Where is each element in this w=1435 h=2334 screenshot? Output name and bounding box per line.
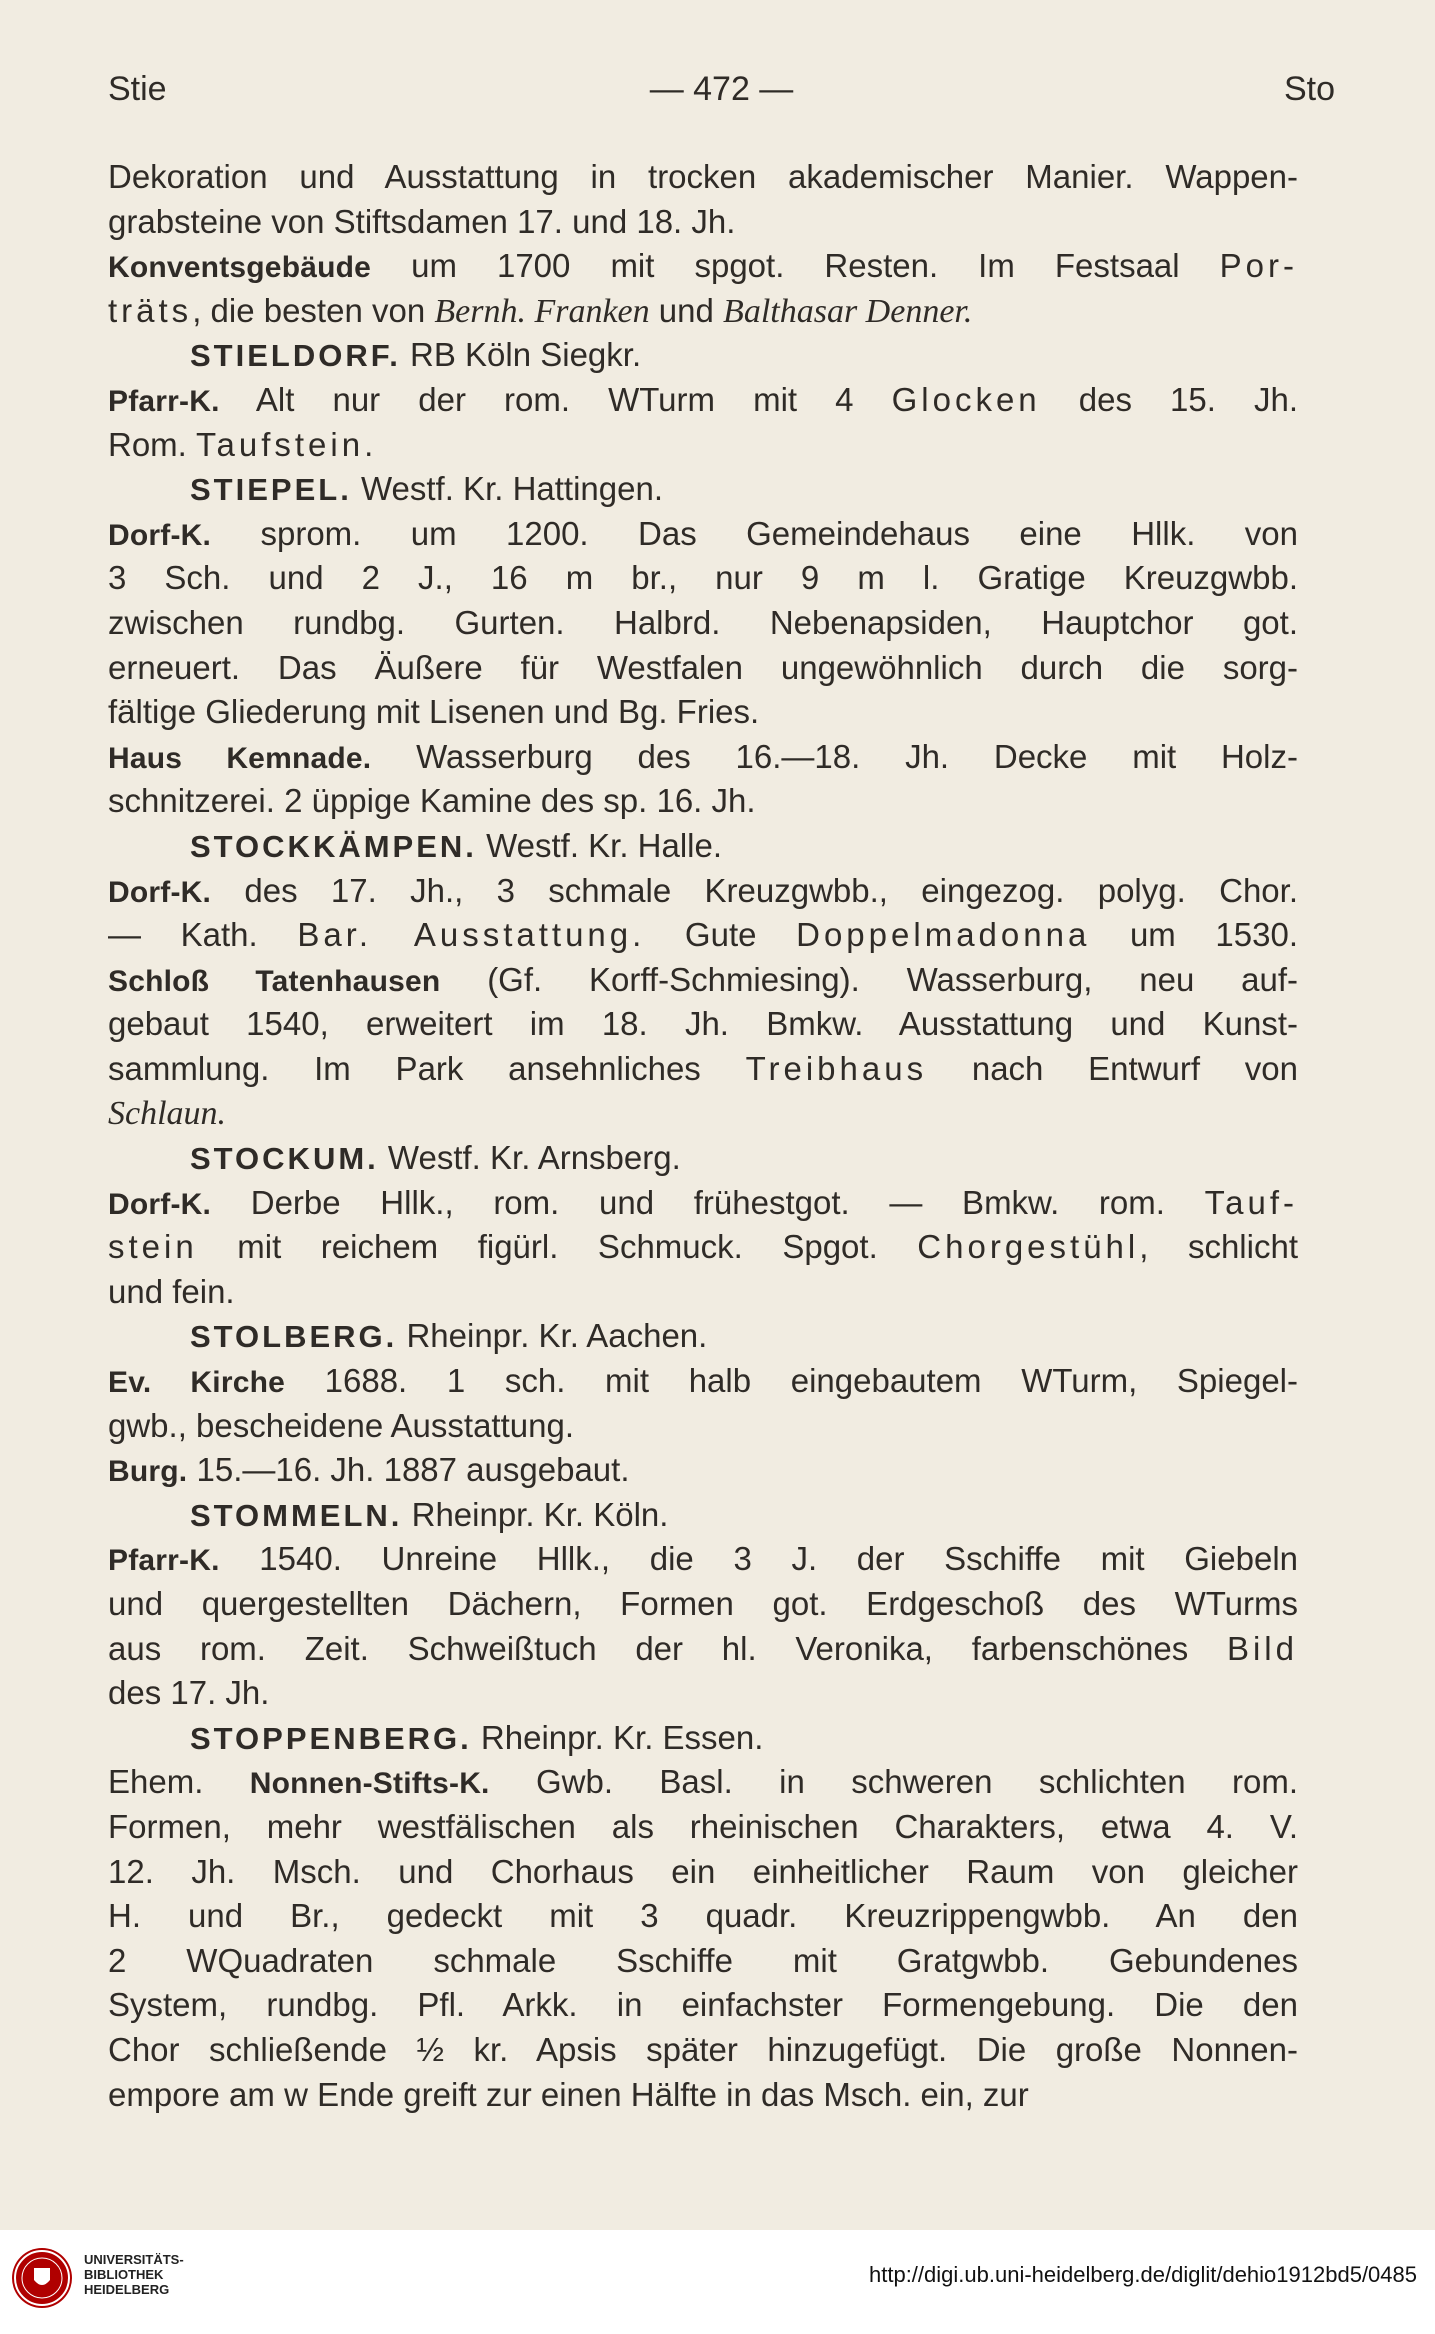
text-span: Gute [645, 916, 797, 954]
text-span: Rheinpr. Kr. Essen. [471, 1718, 764, 1756]
text-span: und fein. [108, 1272, 235, 1310]
text-line [108, 1805, 1298, 1850]
text-span: Chor schließende ½ kr. Apsis später hinzugefügt. Die große Nonnen- [108, 2030, 1298, 2068]
text-span: Formen, mehr westfälischen als rheinischen Charakters, etwa 4. V. [108, 1807, 1298, 1845]
entry-keyword: Konventsgebäude [108, 251, 372, 285]
text-span: Taufstein. [196, 425, 378, 463]
text-span: um 1530. [1090, 916, 1298, 954]
place-heading: STOPPENBERG. [190, 1720, 472, 1756]
text-span: Tauf- [1204, 1183, 1298, 1221]
text-line [108, 1270, 1298, 1315]
text-span: H. und Br., gedeckt mit 3 quadr. Kreuzrippengwbb. An den [108, 1897, 1298, 1935]
artist-name: Balthasar Denner. [723, 292, 973, 330]
text-span: 12. Jh. Msch. und Chorhaus ein einheitlicher Raum von gleicher [108, 1852, 1298, 1890]
text-line [108, 1627, 1298, 1672]
text-span: Dekoration und Ausstattung in trocken akademischer Manier. Wappen- [108, 158, 1298, 195]
text-line [108, 1002, 1298, 1047]
text-line [108, 1091, 1298, 1136]
text-span: Ehem. [108, 1763, 250, 1801]
text-line [108, 824, 1298, 869]
text-span: fältige Gliederung mit Lisenen und Bg. Fries. [108, 693, 760, 731]
text-line [108, 1850, 1298, 1895]
entry-keyword: Haus Kemnade. [108, 741, 372, 775]
text-line [108, 333, 1298, 378]
text-line [108, 601, 1298, 646]
text-span: zwischen rundbg. Gurten. Halbrd. Nebenapsiden, Hauptchor got. [108, 603, 1298, 641]
text-span: Doppelmadonna [796, 916, 1091, 954]
text-span: des 17. Jh., 3 schmale Kreuzgwbb., eingezog. polyg. Chor. [211, 871, 1298, 909]
text-span: und quergestellten Dächern, Formen got. Erdgeschoß des WTurms [108, 1585, 1298, 1622]
text-span: Rheinpr. Kr. Köln. [402, 1495, 669, 1533]
text-span: träts [108, 291, 193, 329]
text-span: grabsteine von Stiftsdamen 17. und 18. Jh. [108, 202, 736, 240]
text-line [108, 1314, 1298, 1359]
text-line [108, 913, 1298, 958]
text-line [108, 1136, 1298, 1181]
text-span: sammlung. Im Park ansehnliches [108, 1049, 746, 1087]
text-line [108, 1225, 1298, 1270]
text-span: , die besten von [192, 291, 435, 329]
text-line [108, 1894, 1298, 1939]
text-span: RB Köln Siegkr. [400, 336, 642, 374]
text-line [108, 1404, 1298, 1449]
text-line [108, 1448, 1298, 1493]
text-span: Por- [1219, 247, 1298, 285]
footer-bar [0, 2230, 1435, 2334]
source-url-link[interactable]: http://digi.ub.uni-heidelberg.de/diglit/dehio1912bd5/0485 [869, 2262, 1417, 2287]
library-line: BIBLIOTHEK [84, 2267, 164, 2282]
text-span: 3 Sch. und 2 J., 16 m br., nur 9 m l. Gratige Kreuzgwbb. [108, 559, 1298, 597]
entry-keyword: Dorf-K. [108, 1187, 212, 1221]
text-span: des 15. Jh. [1040, 380, 1298, 418]
entry-keyword: Schloß Tatenhausen [108, 964, 441, 998]
text-span: Bild [1226, 1629, 1298, 1667]
text-span: System, rundbg. Pfl. Arkk. in einfachster Formengebung. Die den [108, 1986, 1298, 2024]
text-span: sprom. um 1200. Das Gemeindehaus eine Hllk. von [211, 514, 1298, 552]
text-line [108, 690, 1298, 735]
entry-keyword: Dorf-K. [108, 518, 212, 552]
text-line [108, 1047, 1298, 1092]
place-heading: STOLBERG. [190, 1319, 398, 1355]
text-span: schnitzerei. 2 üppige Kamine des sp. 16. Jh. [108, 782, 756, 820]
text-line [108, 423, 1298, 468]
text-span: um 1700 mit spgot. Resten. Im Festsaal [371, 247, 1220, 285]
text-span: 15.—16. Jh. 1887 ausgebaut. [187, 1451, 630, 1489]
text-line [108, 155, 1298, 200]
text-line [108, 244, 1298, 289]
text-line [108, 1181, 1298, 1226]
place-heading: STIELDORF. [190, 338, 401, 374]
place-heading: STOCKUM. [190, 1141, 379, 1177]
text-line [108, 1493, 1298, 1538]
header-right-keyword: Sto [1283, 70, 1335, 108]
text-line [108, 869, 1298, 914]
text-span: 1688. 1 sch. mit halb eingebautem WTurm, Spiegel- [285, 1362, 1298, 1400]
text-span: nach Entwurf von [927, 1049, 1298, 1087]
text-span: gwb., bescheidene Ausstattung. [108, 1406, 574, 1444]
library-line: UNIVERSITÄTS- [84, 2252, 184, 2267]
text-span: Glocken [891, 380, 1041, 418]
text-span: Bar. Ausstattung. [297, 916, 646, 954]
text-line [108, 556, 1298, 601]
text-line [108, 958, 1298, 1003]
text-span: 2 WQuadraten schmale Sschiffe mit Gratgwbb. Gebundenes [108, 1941, 1298, 1979]
text-line [108, 2028, 1298, 2073]
place-heading: STOMMELN. [190, 1497, 403, 1533]
text-span: des 17. Jh. [108, 1674, 270, 1712]
university-seal-icon [12, 2248, 72, 2308]
text-span: empore am w Ende greift zur einen Hälfte in das Msch. ein, zur [108, 2075, 1029, 2113]
text-span: stein [108, 1228, 198, 1266]
entry-keyword: Burg. [108, 1455, 188, 1489]
text-span: Westf. Kr. Halle. [476, 826, 723, 864]
text-span: , schlicht [1139, 1228, 1298, 1266]
text-span: mit reichem figürl. Schmuck. Spgot. [197, 1228, 918, 1266]
text-line [108, 779, 1298, 824]
text-span: Treibhaus [745, 1049, 928, 1087]
text-span: Wasserburg des 16.—18. Jh. Decke mit Holz- [371, 737, 1298, 775]
artist-name: Bernh. Franken [434, 292, 650, 330]
text-span: gebaut 1540, erweitert im 18. Jh. Bmkw. Ausstattung und Kunst- [108, 1005, 1298, 1043]
text-line [108, 2073, 1298, 2118]
body-text [108, 155, 1298, 2117]
text-span: (Gf. Korff-Schmiesing). Wasserburg, neu auf- [440, 960, 1298, 998]
library-line: HEIDELBERG [84, 2282, 170, 2297]
entry-keyword: Nonnen-Stifts-K. [249, 1767, 490, 1801]
artist-name: Schlaun. [108, 1095, 227, 1133]
text-line [108, 1582, 1298, 1627]
text-span: Rheinpr. Kr. Aachen. [397, 1317, 708, 1355]
place-heading: STOCKKÄMPEN. [190, 828, 477, 864]
entry-keyword: Pfarr-K. [108, 384, 220, 418]
text-span: Westf. Kr. Hattingen. [351, 470, 664, 508]
text-span: Gwb. Basl. in schweren schlichten rom. [489, 1763, 1298, 1801]
text-span: Chorgestühl [917, 1228, 1140, 1266]
text-line [108, 1983, 1298, 2028]
entry-keyword: Dorf-K. [108, 875, 212, 909]
text-line [108, 735, 1298, 780]
text-line [108, 200, 1298, 245]
text-span: Rom. [108, 425, 197, 463]
text-span: 1540. Unreine Hllk., die 3 J. der Sschiffe mit Giebeln [219, 1540, 1298, 1578]
entry-keyword: Pfarr-K. [108, 1544, 220, 1578]
text-line [108, 1716, 1298, 1761]
page-number: — 472 — [649, 70, 794, 108]
text-line [108, 1537, 1298, 1582]
text-line [108, 1671, 1298, 1716]
text-span: erneuert. Das Äußere für Westfalen ungewöhnlich durch die sorg- [108, 648, 1298, 686]
text-span: Westf. Kr. Arnsberg. [378, 1139, 681, 1177]
text-line [108, 467, 1298, 512]
running-head [108, 70, 1335, 120]
text-line [108, 512, 1298, 557]
text-span: Alt nur der rom. WTurm mit 4 [219, 380, 892, 418]
entry-keyword: Ev. Kirche [108, 1366, 285, 1400]
text-line [108, 1359, 1298, 1404]
text-span: und [649, 291, 724, 329]
text-span: aus rom. Zeit. Schweißtuch der hl. Veronika, farbenschönes [108, 1629, 1227, 1667]
text-line [108, 646, 1298, 691]
library-name [84, 2252, 184, 2297]
text-span: — Kath. [108, 916, 298, 954]
place-heading: STIEPEL. [190, 472, 352, 508]
text-line [108, 289, 1298, 334]
text-line [108, 1760, 1298, 1805]
text-span: Derbe Hllk., rom. und frühestgot. — Bmkw. rom. [211, 1183, 1205, 1221]
text-line [108, 378, 1298, 423]
text-line [108, 1939, 1298, 1984]
header-left-keyword: Stie [108, 70, 167, 108]
